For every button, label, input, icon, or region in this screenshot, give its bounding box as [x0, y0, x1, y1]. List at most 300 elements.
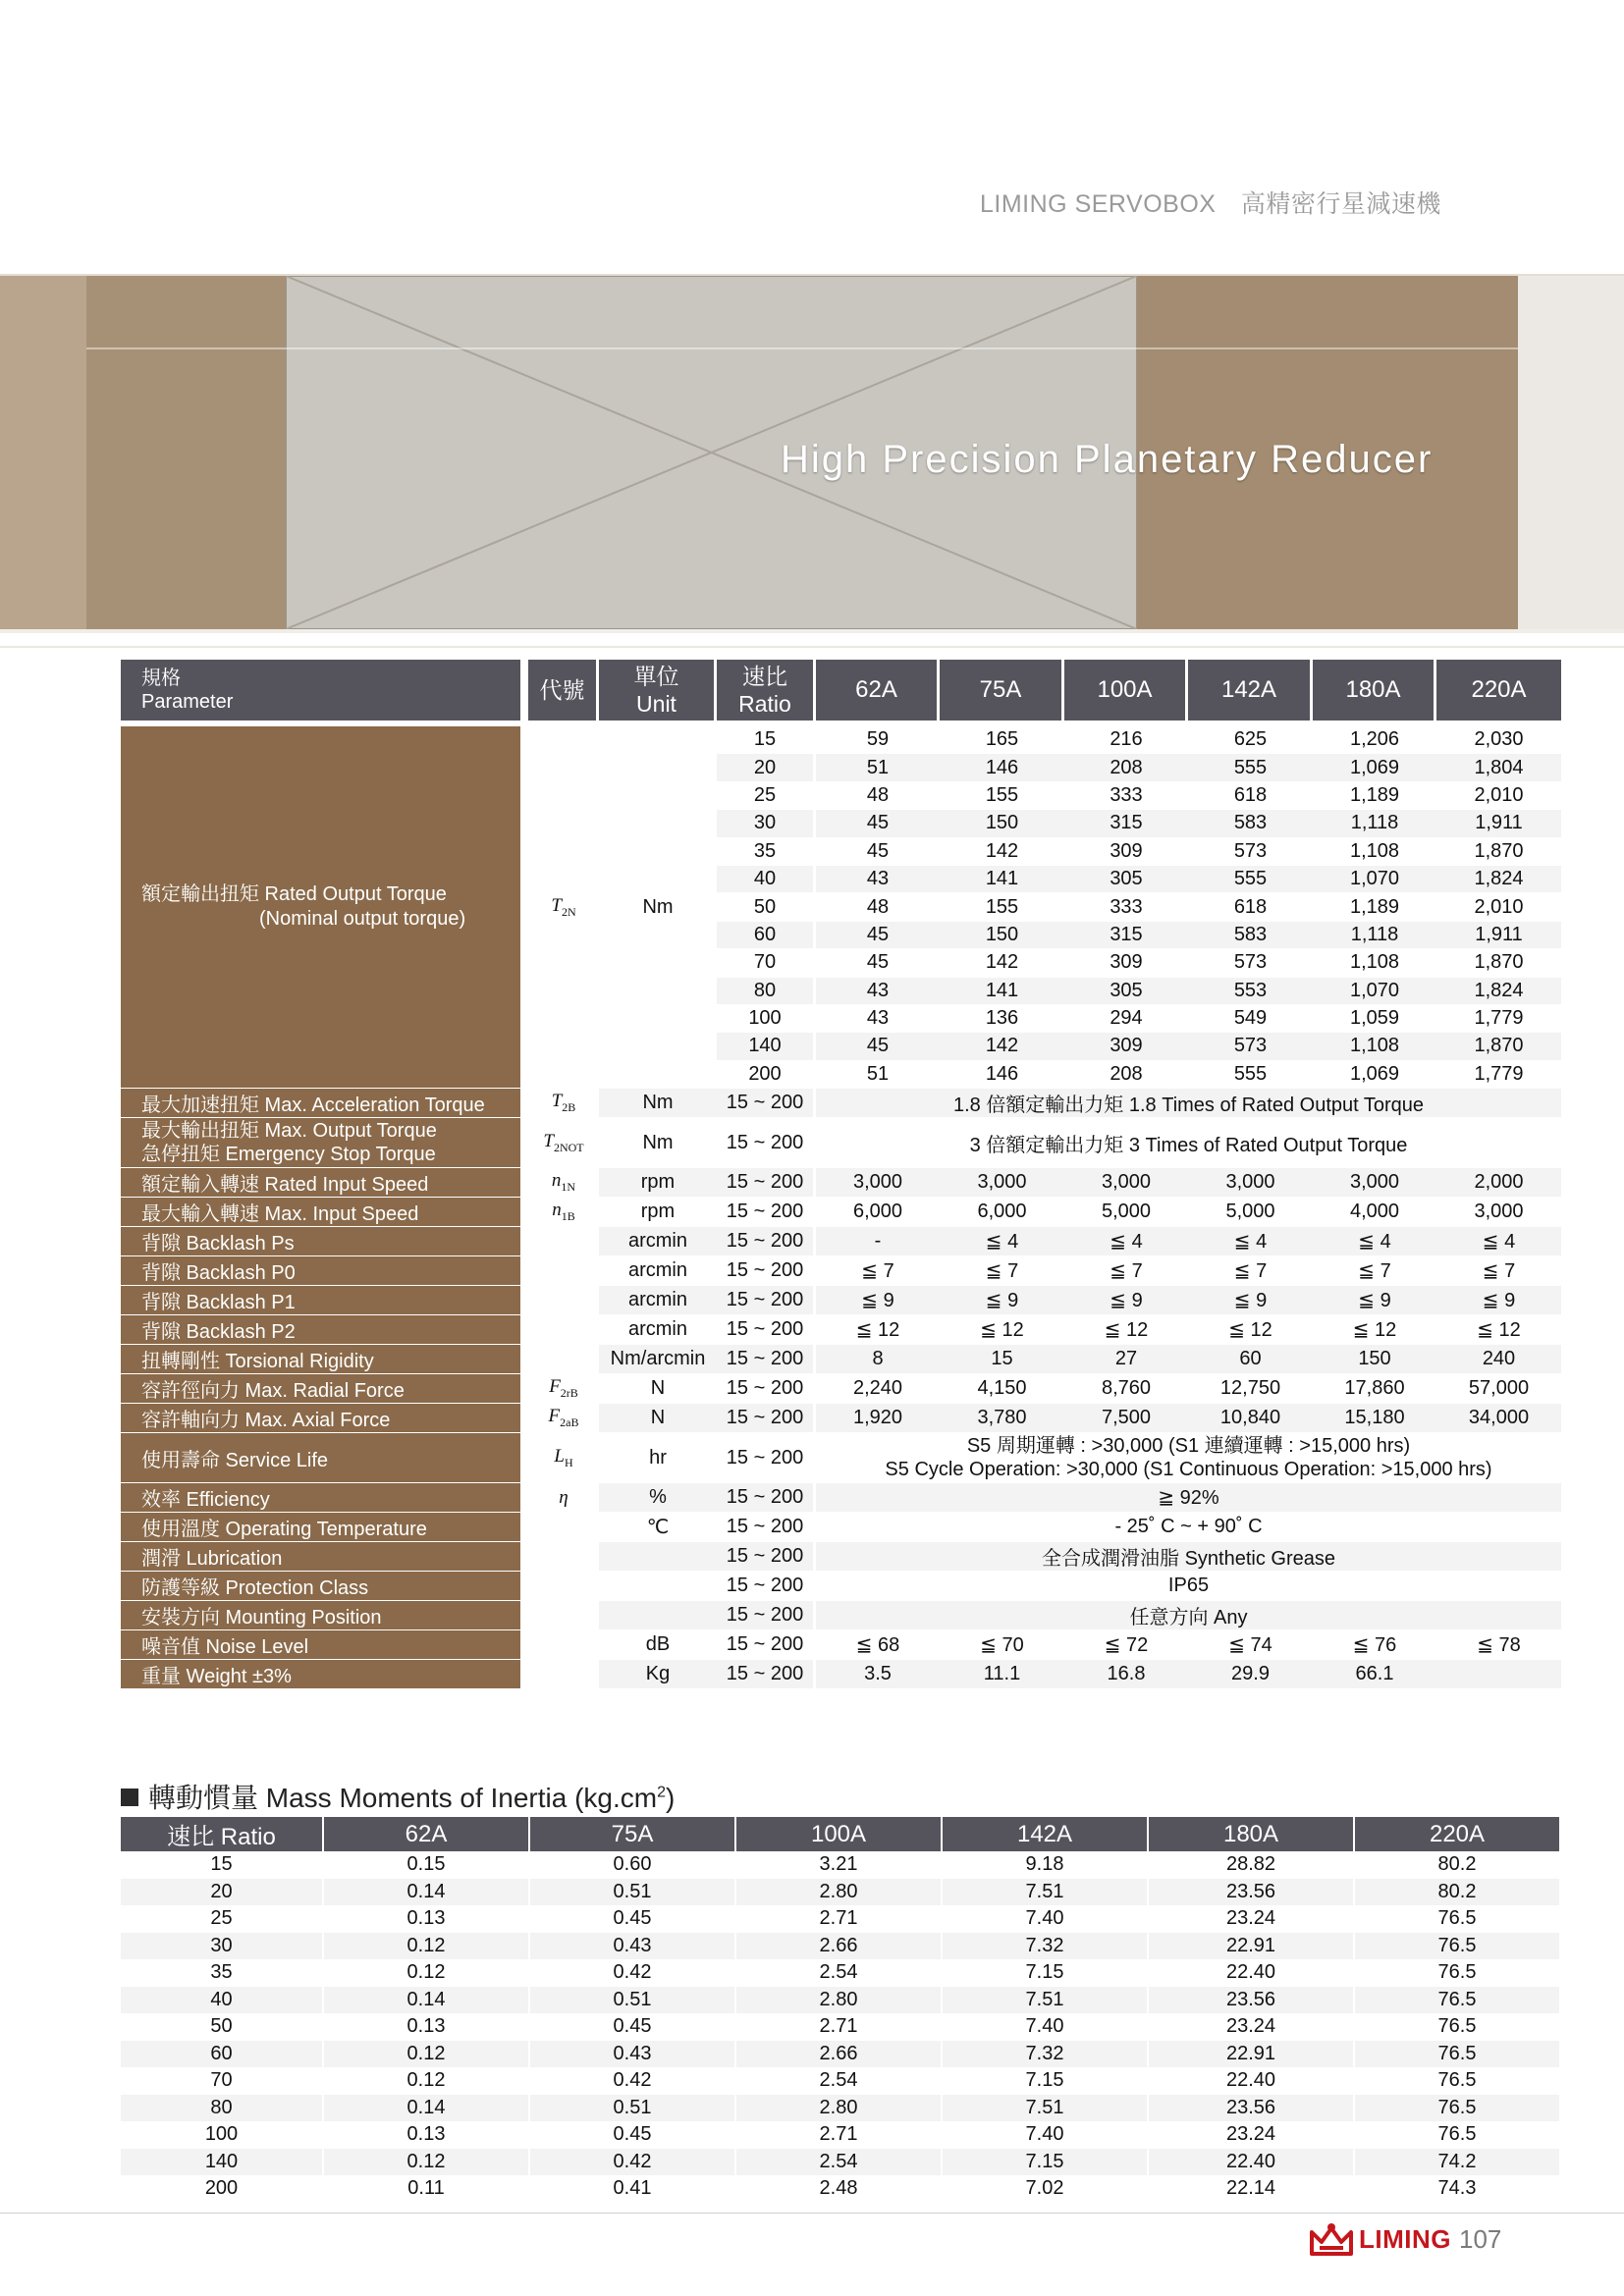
value-cell: 309 — [1064, 949, 1188, 977]
value-cell: 1,870 — [1436, 838, 1561, 866]
ratio-cell: 140 — [121, 2149, 323, 2176]
ratio-cell: 100 — [717, 1005, 816, 1033]
value-cell: 549 — [1188, 1005, 1313, 1033]
value-cell: 7,500 — [1064, 1404, 1188, 1433]
param-name: 額定輸入轉速 Rated Input Speed — [121, 1168, 528, 1198]
value-cell: 8 — [816, 1345, 940, 1374]
value-cell: 555 — [1188, 754, 1313, 781]
inertia-row — [121, 2067, 1560, 2095]
value-cell: 22.14 — [1148, 2175, 1354, 2203]
value-cell: 309 — [1064, 838, 1188, 866]
inertia-row — [121, 1959, 1560, 1987]
value-cell: 3,000 — [940, 1168, 1064, 1198]
symbol-cell — [528, 1286, 599, 1315]
param-name: 額定輸出扭矩 Rated Output Torque (Nominal output torque) — [121, 726, 528, 1089]
spec-row — [121, 1198, 1561, 1227]
value-cell: 305 — [1064, 866, 1188, 893]
value-cell: 29.9 — [1188, 1660, 1313, 1689]
page-number: 107 — [1459, 2223, 1502, 2254]
spec-row — [121, 726, 1561, 754]
value-cell: 625 — [1188, 726, 1313, 754]
value-cell: 2.66 — [735, 1933, 942, 1960]
unit-cell: Nm — [599, 726, 717, 1089]
param-name: 防護等級 Protection Class — [121, 1572, 528, 1601]
param-name: 效率 Efficiency — [121, 1483, 528, 1513]
value-cell: 22.40 — [1148, 2149, 1354, 2176]
value-cell: 2.66 — [735, 2041, 942, 2068]
footer-rule — [0, 2213, 1624, 2214]
value-cell: 43 — [816, 866, 940, 893]
value-cell: 3.21 — [735, 1851, 942, 1879]
spec-row — [121, 1660, 1561, 1689]
param-name: 最大輸入轉速 Max. Input Speed — [121, 1198, 528, 1227]
symbol-cell — [528, 1227, 599, 1256]
inertia-header-cell: 100A — [735, 1817, 942, 1851]
value-cell: 45 — [816, 949, 940, 977]
value-cell: ≦ 12 — [816, 1315, 940, 1345]
value-cell: 11.1 — [940, 1660, 1064, 1689]
value-cell: ≦ 74 — [1188, 1630, 1313, 1660]
value-cell: ≦ 12 — [1313, 1315, 1436, 1345]
value-cell: 0.51 — [529, 1879, 735, 1906]
value-cell: 0.42 — [529, 1959, 735, 1987]
code-header: 代號 — [528, 660, 599, 721]
value-cell: 305 — [1064, 978, 1188, 1005]
unit-cell: ℃ — [599, 1513, 717, 1542]
inertia-row — [121, 2175, 1560, 2203]
ratio-cell: 15 ~ 200 — [717, 1168, 816, 1198]
symbol-cell — [528, 1345, 599, 1374]
value-cell: 0.15 — [323, 1851, 529, 1879]
value-cell: 0.12 — [323, 1933, 529, 1960]
value-cell: 0.12 — [323, 2067, 529, 2095]
value-cell: 74.2 — [1354, 2149, 1560, 2176]
value-cell: 45 — [816, 838, 940, 866]
value-cell: 150 — [940, 922, 1064, 949]
spec-row — [121, 1374, 1561, 1404]
spec-row — [121, 1256, 1561, 1286]
value-cell: 15 — [940, 1345, 1064, 1374]
value-cell: 27 — [1064, 1345, 1188, 1374]
ratio-cell: 100 — [121, 2121, 323, 2149]
ratio-cell: 15 ~ 200 — [717, 1630, 816, 1660]
value-cell: 2.80 — [735, 1879, 942, 1906]
value-cell: 2.71 — [735, 1905, 942, 1933]
inertia-row — [121, 1905, 1560, 1933]
unit-cell: Nm — [599, 1118, 717, 1168]
value-cell: 43 — [816, 978, 940, 1005]
value-cell: 141 — [940, 866, 1064, 893]
value-cell: 23.24 — [1148, 2013, 1354, 2041]
ratio-cell: 80 — [717, 978, 816, 1005]
value-cell: 23.24 — [1148, 2121, 1354, 2149]
value-cell: 51 — [816, 1061, 940, 1089]
ratio-cell: 70 — [121, 2067, 323, 2095]
unit-cell: arcmin — [599, 1286, 717, 1315]
value-cell: ≦ 7 — [1313, 1256, 1436, 1286]
value-cell: 43 — [816, 1005, 940, 1033]
inertia-table — [121, 1817, 1561, 2203]
value-cell: 3,000 — [1313, 1168, 1436, 1198]
spec-row — [121, 1601, 1561, 1630]
ratio-cell: 50 — [717, 893, 816, 921]
value-cell: 155 — [940, 893, 1064, 921]
value-cell: 22.91 — [1148, 1933, 1354, 1960]
symbol-cell: $F_{2aB}$ — [528, 1404, 599, 1433]
value-cell: 0.51 — [529, 2095, 735, 2122]
ratio-cell: 15 ~ 200 — [717, 1374, 816, 1404]
value-cell: 0.60 — [529, 1851, 735, 1879]
value-cell: ≦ 78 — [1436, 1630, 1561, 1660]
value-cell: 7.15 — [942, 2149, 1148, 2176]
ratio-cell: 15 ~ 200 — [717, 1286, 816, 1315]
value-cell: 4,150 — [940, 1374, 1064, 1404]
value-cell: ≦ 70 — [940, 1630, 1064, 1660]
value-cell: ≦ 4 — [1313, 1227, 1436, 1256]
unit-cell: rpm — [599, 1168, 717, 1198]
param-name: 最大輸出扭矩 Max. Output Torque 急停扭矩 Emergency Stop Torque — [121, 1118, 528, 1168]
param-name: 背隙 Backlash P2 — [121, 1315, 528, 1345]
ratio-cell: 15 ~ 200 — [717, 1227, 816, 1256]
symbol-cell — [528, 1572, 599, 1601]
value-cell: 1.8 倍額定輸出力矩 1.8 Times of Rated Output Torque — [816, 1089, 1561, 1118]
inertia-row — [121, 2149, 1560, 2176]
value-cell: 全合成潤滑油脂 Synthetic Grease — [816, 1542, 1561, 1572]
ratio-cell: 15 ~ 200 — [717, 1433, 816, 1483]
symbol-cell — [528, 1542, 599, 1572]
ratio-cell: 15 ~ 200 — [717, 1542, 816, 1572]
value-cell: 76.5 — [1354, 2121, 1560, 2149]
value-cell: 0.14 — [323, 1879, 529, 1906]
ratio-cell: 30 — [121, 1933, 323, 1960]
symbol-cell — [528, 1601, 599, 1630]
square-bullet-icon — [121, 1789, 138, 1806]
value-cell: ≦ 9 — [1436, 1286, 1561, 1315]
value-cell: 0.14 — [323, 2095, 529, 2122]
value-cell: 8,760 — [1064, 1374, 1188, 1404]
value-cell: 146 — [940, 754, 1064, 781]
value-cell: 583 — [1188, 810, 1313, 837]
spec-body — [121, 726, 1561, 1689]
value-cell: 1,779 — [1436, 1061, 1561, 1089]
ratio-cell: 60 — [717, 922, 816, 949]
value-cell: 34,000 — [1436, 1404, 1561, 1433]
value-cell: 15,180 — [1313, 1404, 1436, 1433]
value-cell: 573 — [1188, 1033, 1313, 1060]
param-name: 安裝方向 Mounting Position — [121, 1601, 528, 1630]
ratio-cell: 35 — [121, 1959, 323, 1987]
value-cell: 0.13 — [323, 1905, 529, 1933]
value-cell: 0.45 — [529, 1905, 735, 1933]
value-cell: 0.45 — [529, 2013, 735, 2041]
banner-title: High Precision Planetary Reducer — [781, 438, 1434, 481]
value-cell: ≦ 12 — [1064, 1315, 1188, 1345]
value-cell: 208 — [1064, 754, 1188, 781]
value-cell: 2.54 — [735, 1959, 942, 1987]
ratio-cell: 80 — [121, 2095, 323, 2122]
ratio-cell: 60 — [121, 2041, 323, 2068]
value-cell: 74.3 — [1354, 2175, 1560, 2203]
symbol-cell: $T_{2N}$ — [528, 726, 599, 1089]
inertia-row — [121, 1987, 1560, 2014]
value-cell: 216 — [1064, 726, 1188, 754]
value-cell: 150 — [1313, 1345, 1436, 1374]
value-cell: 1,804 — [1436, 754, 1561, 781]
value-cell: 0.14 — [323, 1987, 529, 2014]
symbol-cell: η — [528, 1483, 599, 1513]
ratio-cell: 25 — [121, 1905, 323, 1933]
spec-row — [121, 1089, 1561, 1118]
value-cell: 7.40 — [942, 1905, 1148, 1933]
value-cell: 2,030 — [1436, 726, 1561, 754]
value-cell: 0.41 — [529, 2175, 735, 2203]
inertia-row — [121, 2041, 1560, 2068]
spec-row — [121, 1572, 1561, 1601]
value-cell: 10,840 — [1188, 1404, 1313, 1433]
ratio-cell: 15 ~ 200 — [717, 1198, 816, 1227]
ratio-cell: 15 ~ 200 — [717, 1601, 816, 1630]
value-cell: 1,059 — [1313, 1005, 1436, 1033]
spec-row — [121, 1286, 1561, 1315]
ratio-cell: 50 — [121, 2013, 323, 2041]
param-name: 重量 Weight ±3% — [121, 1660, 528, 1689]
value-cell: 1,069 — [1313, 1061, 1436, 1089]
value-cell: 1,911 — [1436, 922, 1561, 949]
unit-cell: % — [599, 1483, 717, 1513]
value-cell: 3,000 — [816, 1168, 940, 1198]
value-cell: 7.15 — [942, 2067, 1148, 2095]
value-cell: 3.5 — [816, 1660, 940, 1689]
inertia-header-cell: 180A — [1148, 1817, 1354, 1851]
value-cell: 48 — [816, 782, 940, 810]
ratio-cell: 70 — [717, 949, 816, 977]
param-name: 背隙 Backlash P0 — [121, 1256, 528, 1286]
unit-cell: dB — [599, 1630, 717, 1660]
ratio-cell: 35 — [717, 838, 816, 866]
inertia-row — [121, 2095, 1560, 2122]
ratio-header: 速比 Ratio — [717, 660, 816, 721]
model-header: 62A — [816, 660, 940, 721]
liming-logo-icon — [1310, 2222, 1353, 2256]
value-cell: 2.80 — [735, 1987, 942, 2014]
value-cell: 309 — [1064, 1033, 1188, 1060]
value-cell: 1,779 — [1436, 1005, 1561, 1033]
symbol-cell: $n_{1N}$ — [528, 1168, 599, 1198]
ratio-cell: 15 ~ 200 — [717, 1483, 816, 1513]
ratio-cell: 15 ~ 200 — [717, 1513, 816, 1542]
value-cell: 555 — [1188, 1061, 1313, 1089]
value-cell: 1,108 — [1313, 949, 1436, 977]
value-cell: 7.32 — [942, 2041, 1148, 2068]
unit-cell: arcmin — [599, 1315, 717, 1345]
value-cell: 618 — [1188, 782, 1313, 810]
value-cell: 315 — [1064, 810, 1188, 837]
ratio-cell: 40 — [717, 866, 816, 893]
ratio-cell: 20 — [717, 754, 816, 781]
ratio-cell: 30 — [717, 810, 816, 837]
value-cell: 0.43 — [529, 1933, 735, 1960]
symbol-cell: $T_{2B}$ — [528, 1089, 599, 1118]
param-name: 噪音值 Noise Level — [121, 1630, 528, 1660]
value-cell: 76.5 — [1354, 2095, 1560, 2122]
value-cell: 0.11 — [323, 2175, 529, 2203]
value-cell: 2,000 — [1436, 1168, 1561, 1198]
value-cell: 1,870 — [1436, 949, 1561, 977]
value-cell: 2.48 — [735, 2175, 942, 2203]
value-cell: 1,108 — [1313, 838, 1436, 866]
unit-cell: hr — [599, 1433, 717, 1483]
value-cell: 76.5 — [1354, 1987, 1560, 2014]
model-header: 100A — [1064, 660, 1188, 721]
value-cell: 7.15 — [942, 1959, 1148, 1987]
value-cell: 0.43 — [529, 2041, 735, 2068]
value-cell: ≦ 9 — [1313, 1286, 1436, 1315]
value-cell: 28.82 — [1148, 1851, 1354, 1879]
value-cell: 3,780 — [940, 1404, 1064, 1433]
value-cell: 240 — [1436, 1345, 1561, 1374]
value-cell: 60 — [1188, 1345, 1313, 1374]
value-cell: 1,070 — [1313, 866, 1436, 893]
unit-cell: rpm — [599, 1198, 717, 1227]
symbol-cell: $T_{2NOT}$ — [528, 1118, 599, 1168]
model-header: 180A — [1313, 660, 1436, 721]
value-cell: 136 — [940, 1005, 1064, 1033]
value-cell: 555 — [1188, 866, 1313, 893]
value-cell: 2,010 — [1436, 893, 1561, 921]
value-cell: S5 周期運轉 : >30,000 (S1 連續運轉 : >15,000 hrs) S5 Cycle Operation: >30,000 (S1 Continuous Operation: >15,000 hrs) — [816, 1433, 1561, 1483]
value-cell: 48 — [816, 893, 940, 921]
spec-row — [121, 1630, 1561, 1660]
value-cell: 51 — [816, 754, 940, 781]
value-cell: 618 — [1188, 893, 1313, 921]
value-cell: 294 — [1064, 1005, 1188, 1033]
value-cell: 0.13 — [323, 2121, 529, 2149]
unit-cell: arcmin — [599, 1227, 717, 1256]
value-cell: 1,118 — [1313, 922, 1436, 949]
value-cell: ≦ 7 — [1064, 1256, 1188, 1286]
symbol-cell: $n_{1B}$ — [528, 1198, 599, 1227]
value-cell: 2.54 — [735, 2067, 942, 2095]
value-cell: 80.2 — [1354, 1851, 1560, 1879]
value-cell: ≦ 4 — [1064, 1227, 1188, 1256]
ratio-cell: 15 ~ 200 — [717, 1315, 816, 1345]
model-header: 142A — [1188, 660, 1313, 721]
value-cell: 1,118 — [1313, 810, 1436, 837]
spec-row — [121, 1315, 1561, 1345]
inertia-row — [121, 2013, 1560, 2041]
value-cell: 1,189 — [1313, 782, 1436, 810]
value-cell: 6,000 — [816, 1198, 940, 1227]
value-cell: 142 — [940, 838, 1064, 866]
value-cell: 22.40 — [1148, 1959, 1354, 1987]
unit-cell: Nm/arcmin — [599, 1345, 717, 1374]
symbol-cell — [528, 1630, 599, 1660]
value-cell: 1,824 — [1436, 866, 1561, 893]
unit-cell: Nm — [599, 1089, 717, 1118]
value-cell: 66.1 — [1313, 1660, 1436, 1689]
ratio-cell: 200 — [121, 2175, 323, 2203]
value-cell: ≦ 9 — [1064, 1286, 1188, 1315]
value-cell: 7.02 — [942, 2175, 1148, 2203]
value-cell: 80.2 — [1354, 1879, 1560, 1906]
value-cell: 2.54 — [735, 2149, 942, 2176]
value-cell: ≦ 9 — [940, 1286, 1064, 1315]
value-cell: 16.8 — [1064, 1660, 1188, 1689]
value-cell: 2,240 — [816, 1374, 940, 1404]
spec-row — [121, 1433, 1561, 1483]
value-cell: ≦ 12 — [1188, 1315, 1313, 1345]
spec-row — [121, 1227, 1561, 1256]
value-cell: 23.56 — [1148, 1879, 1354, 1906]
inertia-header-row — [121, 1817, 1560, 1851]
spec-row — [121, 1483, 1561, 1513]
unit-cell — [599, 1601, 717, 1630]
value-cell: IP65 — [816, 1572, 1561, 1601]
value-cell: 1,911 — [1436, 810, 1561, 837]
param-name: 背隙 Backlash Ps — [121, 1227, 528, 1256]
ratio-cell: 15 ~ 200 — [717, 1572, 816, 1601]
value-cell: 553 — [1188, 978, 1313, 1005]
value-cell: 0.51 — [529, 1987, 735, 2014]
symbol-cell: $F_{2rB}$ — [528, 1374, 599, 1404]
value-cell: 165 — [940, 726, 1064, 754]
value-cell: ≦ 12 — [940, 1315, 1064, 1345]
value-cell: 573 — [1188, 838, 1313, 866]
value-cell: 7.51 — [942, 2095, 1148, 2122]
value-cell: 45 — [816, 1033, 940, 1060]
value-cell: 7.32 — [942, 1933, 1148, 1960]
param-name: 容許徑向力 Max. Radial Force — [121, 1374, 528, 1404]
inertia-header-cell: 220A — [1354, 1817, 1560, 1851]
value-cell: 1,070 — [1313, 978, 1436, 1005]
value-cell: 22.91 — [1148, 2041, 1354, 2068]
inertia-row — [121, 1879, 1560, 1906]
value-cell: 17,860 — [1313, 1374, 1436, 1404]
value-cell: 7.40 — [942, 2121, 1148, 2149]
ratio-cell: 15 ~ 200 — [717, 1118, 816, 1168]
value-cell: ≦ 12 — [1436, 1315, 1561, 1345]
value-cell: 23.56 — [1148, 1987, 1354, 2014]
spec-row — [121, 1513, 1561, 1542]
inertia-row — [121, 2121, 1560, 2149]
inertia-body — [121, 1851, 1560, 2203]
spec-table — [121, 660, 1561, 1689]
ratio-cell: 25 — [717, 782, 816, 810]
ratio-cell: 15 — [717, 726, 816, 754]
value-cell: 2,010 — [1436, 782, 1561, 810]
ratio-cell: 15 ~ 200 — [717, 1345, 816, 1374]
param-header: 規格 Parameter — [121, 660, 528, 721]
banner — [0, 276, 1624, 629]
value-cell: 2.80 — [735, 2095, 942, 2122]
inertia-title: 轉動慣量 Mass Moments of Inertia $(kg.cm^2)$ — [121, 1777, 675, 1816]
symbol-cell: $L_H$ — [528, 1433, 599, 1483]
ratio-cell: 15 ~ 200 — [717, 1089, 816, 1118]
value-cell: 9.18 — [942, 1851, 1148, 1879]
value-cell: ≦ 9 — [1188, 1286, 1313, 1315]
value-cell: 7.51 — [942, 1987, 1148, 2014]
ratio-cell: 200 — [717, 1061, 816, 1089]
value-cell: 59 — [816, 726, 940, 754]
spec-row — [121, 1542, 1561, 1572]
spec-row — [121, 1404, 1561, 1433]
param-name: 使用壽命 Service Life — [121, 1433, 528, 1483]
value-cell: 45 — [816, 810, 940, 837]
inertia-header-cell: 75A — [529, 1817, 735, 1851]
value-cell: ≦ 76 — [1313, 1630, 1436, 1660]
unit-cell: Kg — [599, 1660, 717, 1689]
symbol-cell — [528, 1513, 599, 1542]
